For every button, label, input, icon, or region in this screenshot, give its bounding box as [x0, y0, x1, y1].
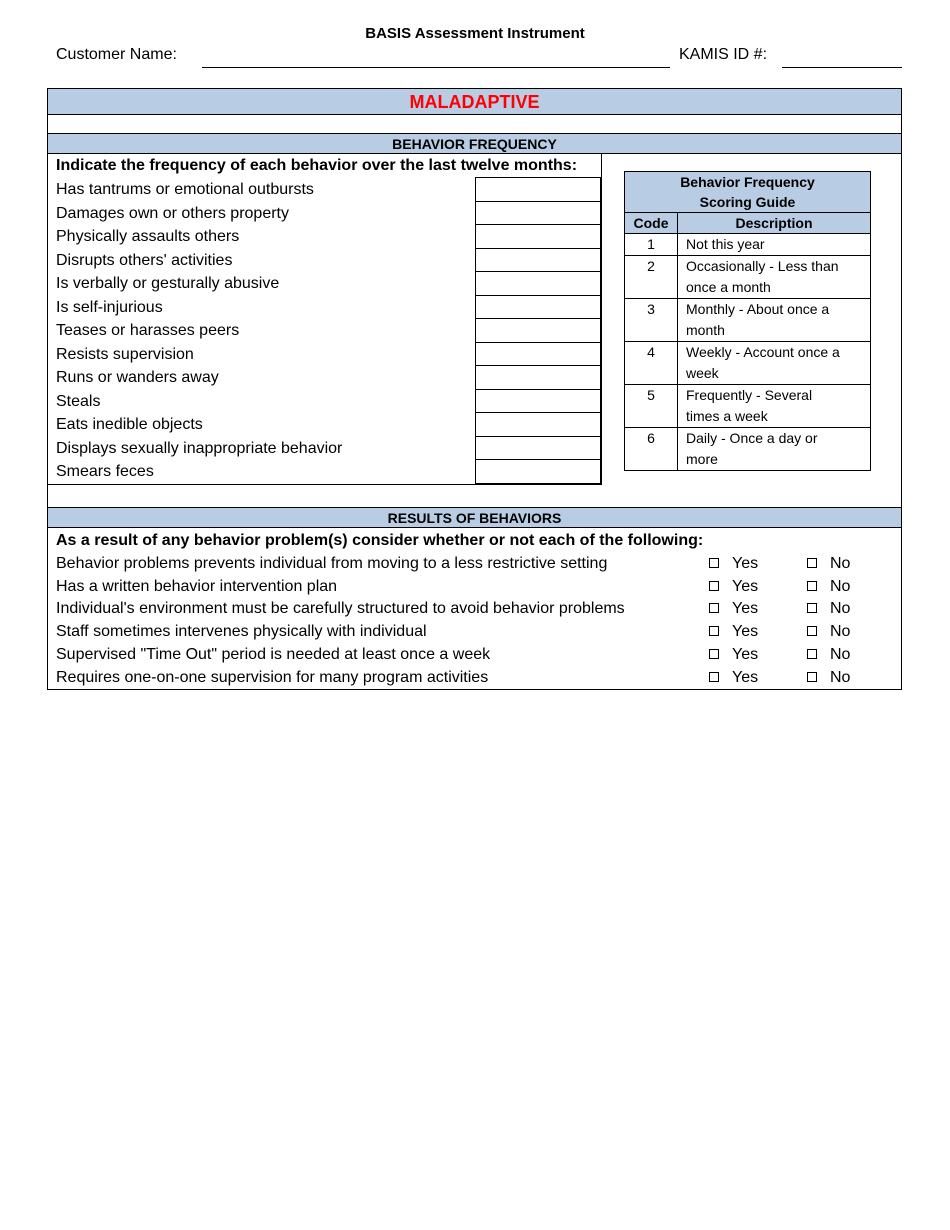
no-label: No — [830, 645, 851, 663]
frequency-column-divider — [601, 154, 602, 484]
frequency-input[interactable] — [475, 460, 601, 484]
no-label: No — [830, 577, 851, 595]
no-label: No — [830, 668, 851, 686]
yes-checkbox[interactable] — [709, 626, 719, 636]
yes-option[interactable] — [709, 555, 758, 573]
scoring-guide-title-line2: Scoring Guide — [699, 194, 796, 210]
scoring-guide-row — [625, 299, 871, 342]
no-option[interactable] — [807, 646, 850, 664]
no-option[interactable] — [807, 600, 850, 618]
yes-label: Yes — [732, 555, 759, 572]
no-option[interactable] — [807, 555, 850, 573]
scoring-code: 2 — [625, 256, 678, 299]
no-option[interactable] — [807, 623, 850, 641]
no-label: No — [830, 600, 851, 618]
behavior-label: Displays sexually inappropriate behavior — [56, 439, 343, 457]
yes-label: Yes — [732, 645, 759, 663]
yes-label: Yes — [732, 577, 759, 595]
frequency-input[interactable] — [475, 343, 601, 367]
kamis-id-field[interactable] — [782, 67, 902, 68]
behavior-label: Is verbally or gesturally abusive — [56, 275, 280, 292]
no-checkbox[interactable] — [807, 581, 817, 591]
scoring-guide-row — [625, 256, 871, 299]
frequency-input[interactable] — [475, 178, 601, 202]
kamis-id-label: KAMIS ID #: — [679, 46, 768, 63]
frequency-bottom-rule — [47, 484, 602, 485]
frequency-input[interactable] — [475, 413, 601, 437]
scoring-code: 6 — [625, 428, 678, 471]
result-item-label: Behavior problems prevents individual from moving to a less restrictive setting — [56, 555, 608, 572]
frequency-input[interactable] — [475, 390, 601, 414]
result-item-label: Staff sometimes intervenes physically with individual — [56, 623, 427, 641]
no-checkbox[interactable] — [807, 603, 817, 613]
yes-option[interactable] — [709, 578, 758, 596]
frequency-input[interactable] — [475, 319, 601, 343]
frequency-input[interactable] — [475, 272, 601, 296]
yes-label: Yes — [732, 623, 759, 641]
yes-label: Yes — [732, 600, 759, 618]
yes-option[interactable] — [709, 646, 758, 664]
behavior-label: Is self-injurious — [56, 298, 163, 316]
behavior-label: Damages own or others property — [56, 204, 289, 222]
scoring-description: Weekly - Account once a week — [678, 342, 871, 385]
scoring-code: 5 — [625, 385, 678, 428]
customer-name-field[interactable] — [202, 67, 670, 68]
no-checkbox[interactable] — [807, 672, 817, 682]
behavior-label: Steals — [56, 392, 101, 410]
section-title: MALADAPTIVE — [47, 88, 902, 115]
behavior-label: Physically assaults others — [56, 228, 240, 245]
behavior-label: Disrupts others' activities — [56, 251, 233, 269]
frequency-input[interactable] — [475, 202, 601, 226]
yes-checkbox[interactable] — [709, 672, 719, 682]
no-checkbox[interactable] — [807, 558, 817, 568]
results-instruction: As a result of any behavior problem(s) consider whether or not each of the following: — [56, 532, 704, 549]
result-item-label: Supervised "Time Out" period is needed at least once a week — [56, 645, 491, 663]
behavior-label: Resists supervision — [56, 345, 194, 363]
frequency-input[interactable] — [475, 225, 601, 249]
frequency-input[interactable] — [475, 249, 601, 273]
document-title: BASIS Assessment Instrument — [365, 25, 585, 42]
yes-checkbox[interactable] — [709, 649, 719, 659]
frequency-instruction: Indicate the frequency of each behavior over the last twelve months: — [56, 157, 578, 174]
yes-option[interactable] — [709, 669, 758, 687]
customer-name-label: Customer Name: — [56, 46, 177, 63]
behavior-frequency-header: BEHAVIOR FREQUENCY — [47, 133, 902, 154]
scoring-code: 1 — [625, 234, 678, 256]
result-item-label: Requires one-on-one supervision for many program activities — [56, 668, 489, 686]
result-item-label: Individual's environment must be carefully structured to avoid behavior problems — [56, 600, 625, 618]
yes-checkbox[interactable] — [709, 603, 719, 613]
no-label: No — [830, 623, 851, 641]
behavior-label: Has tantrums or emotional outbursts — [56, 181, 314, 198]
scoring-guide-title — [625, 172, 871, 213]
behavior-label: Eats inedible objects — [56, 416, 203, 433]
no-checkbox[interactable] — [807, 649, 817, 659]
description-column-header: Description — [678, 213, 871, 234]
behavior-label: Runs or wanders away — [56, 369, 219, 386]
frequency-input[interactable] — [475, 366, 601, 390]
scoring-guide — [624, 171, 871, 471]
yes-checkbox[interactable] — [709, 581, 719, 591]
no-label: No — [830, 555, 851, 572]
scoring-description: Occasionally - Less than once a month — [678, 256, 871, 299]
yes-label: Yes — [732, 668, 759, 686]
scoring-guide-row — [625, 234, 871, 256]
code-column-header: Code — [625, 213, 678, 234]
result-item-label: Has a written behavior intervention plan — [56, 577, 338, 595]
results-header: RESULTS OF BEHAVIORS — [47, 507, 902, 528]
yes-checkbox[interactable] — [709, 558, 719, 568]
scoring-description: Frequently - Several times a week — [678, 385, 871, 428]
scoring-code: 4 — [625, 342, 678, 385]
behavior-label: Smears feces — [56, 463, 154, 480]
scoring-guide-row — [625, 385, 871, 428]
yes-option[interactable] — [709, 623, 758, 641]
scoring-description: Not this year — [678, 234, 871, 256]
behavior-label: Teases or harasses peers — [56, 322, 240, 339]
yes-option[interactable] — [709, 600, 758, 618]
frequency-input[interactable] — [475, 296, 601, 320]
scoring-guide-row — [625, 342, 871, 385]
no-option[interactable] — [807, 578, 850, 596]
frequency-input[interactable] — [475, 437, 601, 461]
scoring-description: Daily - Once a day or more — [678, 428, 871, 471]
scoring-guide-row — [625, 428, 871, 471]
no-option[interactable] — [807, 669, 850, 687]
no-checkbox[interactable] — [807, 626, 817, 636]
scoring-description: Monthly - About once a month — [678, 299, 871, 342]
scoring-code: 3 — [625, 299, 678, 342]
scoring-guide-title-line1: Behavior Frequency — [680, 174, 815, 190]
